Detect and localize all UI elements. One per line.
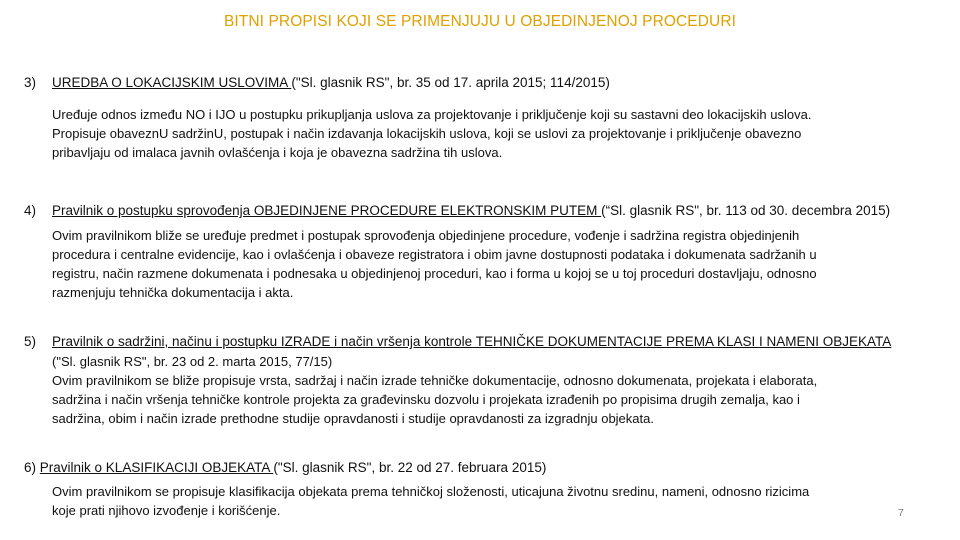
regulation-item-3-heading: [24, 75, 610, 90]
description-line: sadržina, obim i način izrade prethodne studije opravdanosti i studije opravdanosti za izgradnju objekata.: [52, 411, 654, 426]
description-line: Uređuje odnos između NO i IJO u postupku prikupljanja uslova za projektovanje i priključenje koji su sastavni deo lokacijskih uslova.: [52, 107, 812, 122]
regulation-item-3-description: [52, 105, 811, 162]
item-number: 3): [24, 75, 37, 90]
regulation-citation: ("Sl. glasnik RS", br. 35 od 17. aprila 2015; 114/2015): [291, 75, 610, 90]
regulation-link[interactable]: Pravilnik o KLASIFIKACIJI OBJEKATA: [39, 460, 274, 475]
description-line: Ovim pravilnikom se bliže propisuje vrsta, sadržaj i način izrade tehničke dokumentacije, odnosno dokumenata, projekata i elaborata,: [52, 373, 818, 388]
regulation-link[interactable]: UREDBA O LOKACIJSKIM USLOVIMA: [52, 75, 292, 90]
page-number: 7: [898, 507, 904, 519]
regulation-link[interactable]: Pravilnik o sadržini, načinu i postupku IZRADE i način vršenja kontrole TEHNIČKE DOKUMENTACIJE PREMA KLASI I NAMENI OBJEKATA: [52, 334, 892, 349]
item-number: 4): [24, 203, 37, 218]
description-line: razmenjuju tehnička dokumentacija i akta.: [52, 285, 294, 300]
description-line: Propisuje obaveznU sadržinU, postupak i način izdavanja lokacijskih uslova, koji se uslovi za projektovanje i priključenje obavezno: [52, 126, 802, 141]
description-line: procedura i centralne evidencije, kao i ovlašćenja i obaveze registratora i obim javne dostupnosti podataka i dokumenata sadržanih u: [52, 247, 817, 262]
description-line: koje prati njihovo izvođenje i korišćenje.: [52, 503, 281, 518]
regulation-link[interactable]: Pravilnik o postupku sprovođenja OBJEDINJENE PROCEDURE ELEKTRONSKIM PUTEM: [52, 203, 602, 218]
regulation-citation: ("Sl. glasnik RS", br. 23 od 2. marta 2015, 77/15): [52, 354, 333, 369]
regulation-item-5-heading: [24, 334, 891, 349]
description-line: registru, način razmene dokumenata i podnesaka u objedinjenoj proceduri, kao i forma u kojoj se u toj proceduri dostavljaju, odnosno: [52, 266, 817, 281]
item-number: 6): [24, 460, 37, 475]
regulation-item-4-description: [52, 226, 817, 302]
description-line: Ovim pravilnikom bliže se uređuje predmet i postupak sprovođenja objedinjene procedure, vođenje i sadržina registra objedinjenih: [52, 228, 800, 243]
regulation-citation: (“Sl. glasnik RS", br. 113 od 30. decembra 2015): [601, 203, 891, 218]
regulation-item-4-heading: [24, 203, 890, 218]
regulation-citation: ("Sl. glasnik RS", br. 22 od 27. februara 2015): [273, 460, 547, 475]
description-line: sadržina i način vršenja tehničke kontrole projekta za građevinsku dozvolu i projekata izrađenih po propisima drugih zemalja, kao i: [52, 392, 800, 407]
description-line: Ovim pravilnikom se propisuje klasifikacija objekata prema tehničkoj složenosti, uticajuna životnu sredinu, nameni, odnosno rizicima: [52, 484, 810, 499]
page-title: BITNI PROPISI KOJI SE PRIMENJUJU U OBJEDINJENOJ PROCEDURI: [223, 13, 737, 30]
regulation-item-6-heading: [24, 460, 546, 475]
item-number: 5): [24, 334, 37, 349]
regulation-item-6-description: [52, 482, 809, 520]
regulation-item-5-description: [52, 352, 817, 428]
description-line: pribavljaju od imalaca javnih ovlašćenja i koja je obavezna sadržina tih uslova.: [52, 145, 503, 160]
